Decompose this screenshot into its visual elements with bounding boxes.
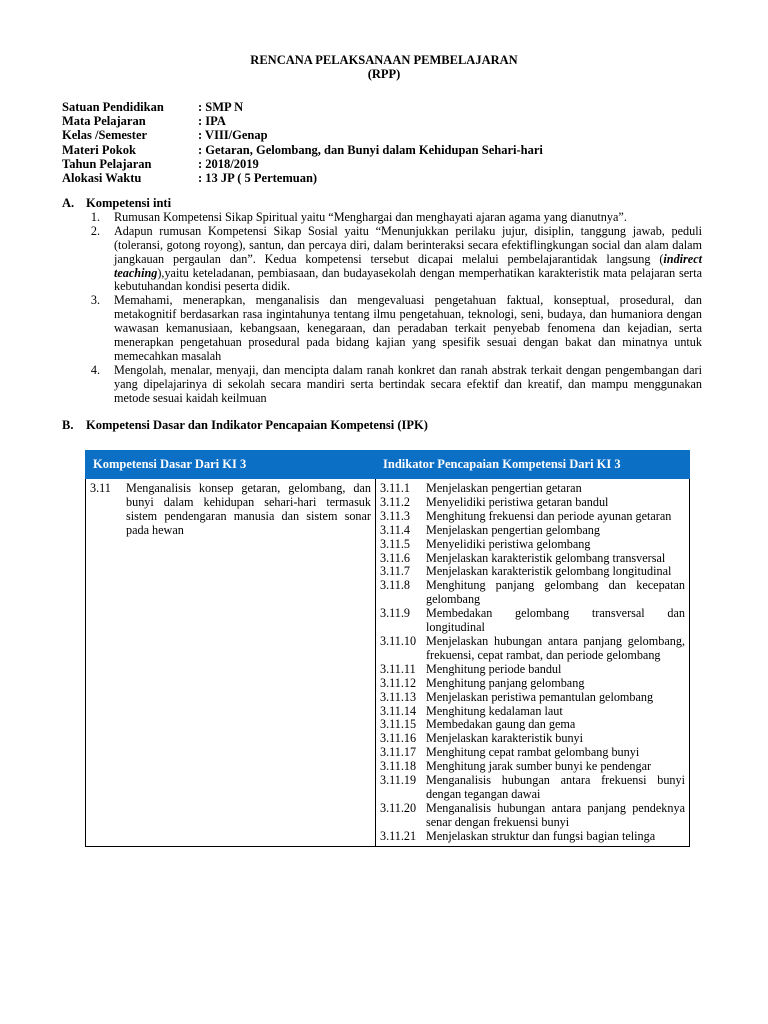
list-number: 2.	[90, 223, 100, 238]
column-header-kd: Kompetensi Dasar Dari KI 3	[86, 451, 376, 479]
document-title: RENCANA PELAKSANAAN PEMBELAJARAN	[250, 53, 518, 67]
identity-block	[62, 101, 543, 186]
section-heading-kd	[62, 419, 428, 433]
list-item	[380, 774, 685, 802]
ipk-text: Menjelaskan karakteristik bunyi	[426, 731, 584, 746]
ipk-code: 3.11.21	[380, 828, 417, 843]
ipk-code: 3.11.2	[380, 494, 411, 509]
info-value: : 13 JP ( 5 Pertemuan)	[198, 170, 318, 185]
list-item	[380, 677, 685, 691]
section-heading	[62, 197, 702, 211]
list-item	[62, 211, 702, 225]
emphasis-text: indirect teaching	[114, 251, 702, 280]
list-item	[380, 552, 685, 566]
table-row	[86, 479, 690, 847]
list-number: 3.	[90, 293, 100, 308]
list-item	[380, 524, 685, 538]
info-row	[62, 101, 543, 115]
info-label: Materi Pokok	[62, 142, 136, 157]
list-item	[62, 294, 702, 364]
ipk-code: 3.11.13	[380, 689, 417, 704]
kd-ipk-table	[85, 450, 690, 847]
info-label: Mata Pelajaran	[62, 114, 146, 129]
ipk-code: 3.11.14	[380, 703, 417, 718]
ipk-code: 3.11.20	[380, 800, 417, 815]
ipk-text: Menjelaskan pengertian getaran	[426, 481, 582, 495]
list-item	[380, 607, 685, 635]
info-label: Satuan Pendidikan	[62, 100, 164, 114]
ipk-code: 3.11.11	[380, 661, 416, 676]
list-item	[380, 538, 685, 552]
list-item	[380, 635, 685, 663]
ipk-code: 3.11.17	[380, 745, 417, 760]
info-label: Tahun Pelajaran	[62, 156, 152, 171]
list-item	[380, 830, 685, 844]
list-item	[62, 225, 702, 295]
section-title: Kompetensi inti	[86, 196, 172, 210]
text-part: Adapun rumusan Kompetensi Sikap Sosial yaitu “Menunjukkan perilaku jujur, disiplin, tanggung jawab, peduli (toleransi, gotong royong), santun, dan percaya diri, dalam berinteraksi secara efektiflingkungan social dan alam dalam jangkauan pergaulan dan”. Kedua kompetensi tersebut dicapai melalui pembelajarantidak langsung (	[114, 223, 702, 266]
ipk-code: 3.11.12	[380, 675, 417, 690]
list-item	[380, 705, 685, 719]
ipk-text: Menjelaskan peristiwa pemantulan gelombang	[426, 689, 654, 704]
document-subtitle: (RPP)	[367, 67, 401, 81]
ipk-text: Menjelaskan karakteristik gelombang longitudinal	[426, 564, 672, 579]
ipk-text: Menjelaskan struktur dan fungsi bagian telinga	[426, 828, 656, 843]
text-part: ),yaitu keteladanan, pembiasaan, dan budayasekolah dengan memperhatikan karakteristik mata pelajaran serta kebutuhandan kondisi peserta didik.	[114, 265, 702, 294]
ipk-text: Menjelaskan hubungan antara panjang gelombang, frekuensi, cepat rambat, dan periode gelombang	[426, 633, 685, 662]
ipk-code: 3.11.4	[380, 522, 411, 537]
info-value: : VIII/Genap	[198, 128, 268, 143]
section-title: Kompetensi Dasar dan Indikator Pencapaian Kompetensi (IPK)	[86, 418, 428, 432]
ipk-code: 3.11.18	[380, 759, 417, 774]
ipk-text: Membedakan gaung dan gema	[426, 717, 576, 732]
kd-item	[90, 482, 371, 538]
ipk-code: 3.11.15	[380, 717, 417, 732]
info-value: : 2018/2019	[198, 156, 259, 171]
ipk-text: Membedakan gelombang transversal dan longitudinal	[426, 606, 685, 635]
ipk-text: Menjelaskan pengertian gelombang	[426, 522, 600, 537]
info-label: Kelas /Semester	[62, 128, 148, 143]
list-item	[380, 746, 685, 760]
list-item	[380, 510, 685, 524]
list-item	[380, 496, 685, 510]
table-header-row	[86, 451, 690, 479]
list-item	[380, 802, 685, 830]
ipk-text: Menjelaskan karakteristik gelombang transversal	[426, 550, 666, 565]
ipk-text: Menghitung jarak sumber bunyi ke pendengar	[426, 759, 652, 774]
list-item	[380, 691, 685, 705]
ipk-text: Menghitung panjang gelombang dan kecepatan gelombang	[426, 578, 685, 607]
list-item	[380, 565, 685, 579]
info-value: : IPA	[198, 114, 226, 129]
list-item	[62, 364, 702, 406]
ipk-code: 3.11.6	[380, 550, 411, 565]
list-text: Mengolah, menalar, menyaji, dan mencipta dalam ranah konkret dan ranah abstrak terkait dengan pengembangan dari yang dipelajarinya di sekolah secara mandiri serta bertindak secara efektif dan kreatif, dan mampu menggunakan metode sesuai kaidah keilmuan	[114, 362, 702, 405]
ipk-code: 3.11.7	[380, 564, 411, 579]
ipk-text: Menghitung periode bandul	[426, 661, 562, 676]
list-number: 4.	[90, 362, 100, 377]
info-row	[62, 129, 543, 143]
list-item	[380, 718, 685, 732]
info-row	[62, 158, 543, 172]
section-letter: A.	[62, 196, 75, 210]
list-item	[380, 663, 685, 677]
ipk-code: 3.11.10	[380, 633, 417, 648]
list-number: 1.	[90, 209, 100, 224]
kd-code: 3.11	[90, 481, 111, 495]
info-row	[62, 144, 543, 158]
ipk-text: Menganalisis hubungan antara frekuensi bunyi dengan tegangan dawai	[426, 773, 685, 801]
ipk-code: 3.11.9	[380, 606, 411, 621]
column-header-ipk: Indikator Pencapaian Kompetensi Dari KI 3	[376, 451, 690, 479]
info-value: : SMP N	[198, 100, 244, 114]
info-label: Alokasi Waktu	[62, 170, 142, 185]
info-value: : Getaran, Gelombang, dan Bunyi dalam Kehidupan Sehari-hari	[198, 142, 543, 157]
list-text	[114, 225, 702, 295]
ipk-code: 3.11.16	[380, 731, 417, 746]
ipk-text: Menganalisis hubungan antara panjang pendeknya senar dengan frekuensi bunyi	[426, 800, 685, 829]
info-row	[62, 172, 543, 186]
ipk-code: 3.11.19	[380, 773, 417, 788]
section-letter: B.	[62, 418, 74, 432]
ipk-code: 3.11.5	[380, 536, 411, 551]
list-item	[380, 760, 685, 774]
ipk-text: Menyelidiki peristiwa gelombang	[426, 536, 591, 551]
list-item	[380, 579, 685, 607]
kd-text: Menganalisis konsep getaran, gelombang, dan bunyi dalam kehidupan sehari-hari termasuk sistem pendengaran manusia dan sistem sonar pada hewan	[126, 481, 371, 537]
list-item	[380, 732, 685, 746]
ipk-code: 3.11.8	[380, 578, 411, 593]
list-item	[380, 482, 685, 496]
ipk-code: 3.11.3	[380, 508, 411, 523]
section-kompetensi-inti	[62, 197, 702, 406]
list-text: Rumusan Kompetensi Sikap Spiritual yaitu “Menghargai dan menghayati ajaran agama yang dianutnya”.	[114, 209, 627, 224]
ipk-cell	[376, 479, 690, 847]
info-row	[62, 115, 543, 129]
ki-list	[62, 211, 702, 406]
ipk-text: Menghitung kedalaman laut	[426, 703, 563, 718]
kd-cell	[86, 479, 376, 847]
ipk-code: 3.11.1	[380, 481, 411, 495]
ipk-text: Menghitung cepat rambat gelombang bunyi	[426, 745, 640, 760]
ipk-text: Menghitung frekuensi dan periode ayunan getaran	[426, 508, 672, 523]
ipk-text: Menyelidiki peristiwa getaran bandul	[426, 494, 609, 509]
list-text: Memahami, menerapkan, menganalisis dan mengevaluasi pengetahuan faktual, konseptual, prosedural, dan metakognitif berdasarkan rasa ingintahunya tentang ilmu pengetahuan, teknologi, seni, budaya, dan humaniora dengan wawasan kemanusiaan, kebangsaan, kenegaraan, dan peradaban terkait penyebab fenomena dan kejadian, serta menerapkan pengetahuan prosedural pada bidang kajian yang spesifik sesuai dengan bakat dan minatnya untuk memecahkan masalah	[114, 293, 702, 363]
ipk-text: Menghitung panjang gelombang	[426, 675, 585, 690]
